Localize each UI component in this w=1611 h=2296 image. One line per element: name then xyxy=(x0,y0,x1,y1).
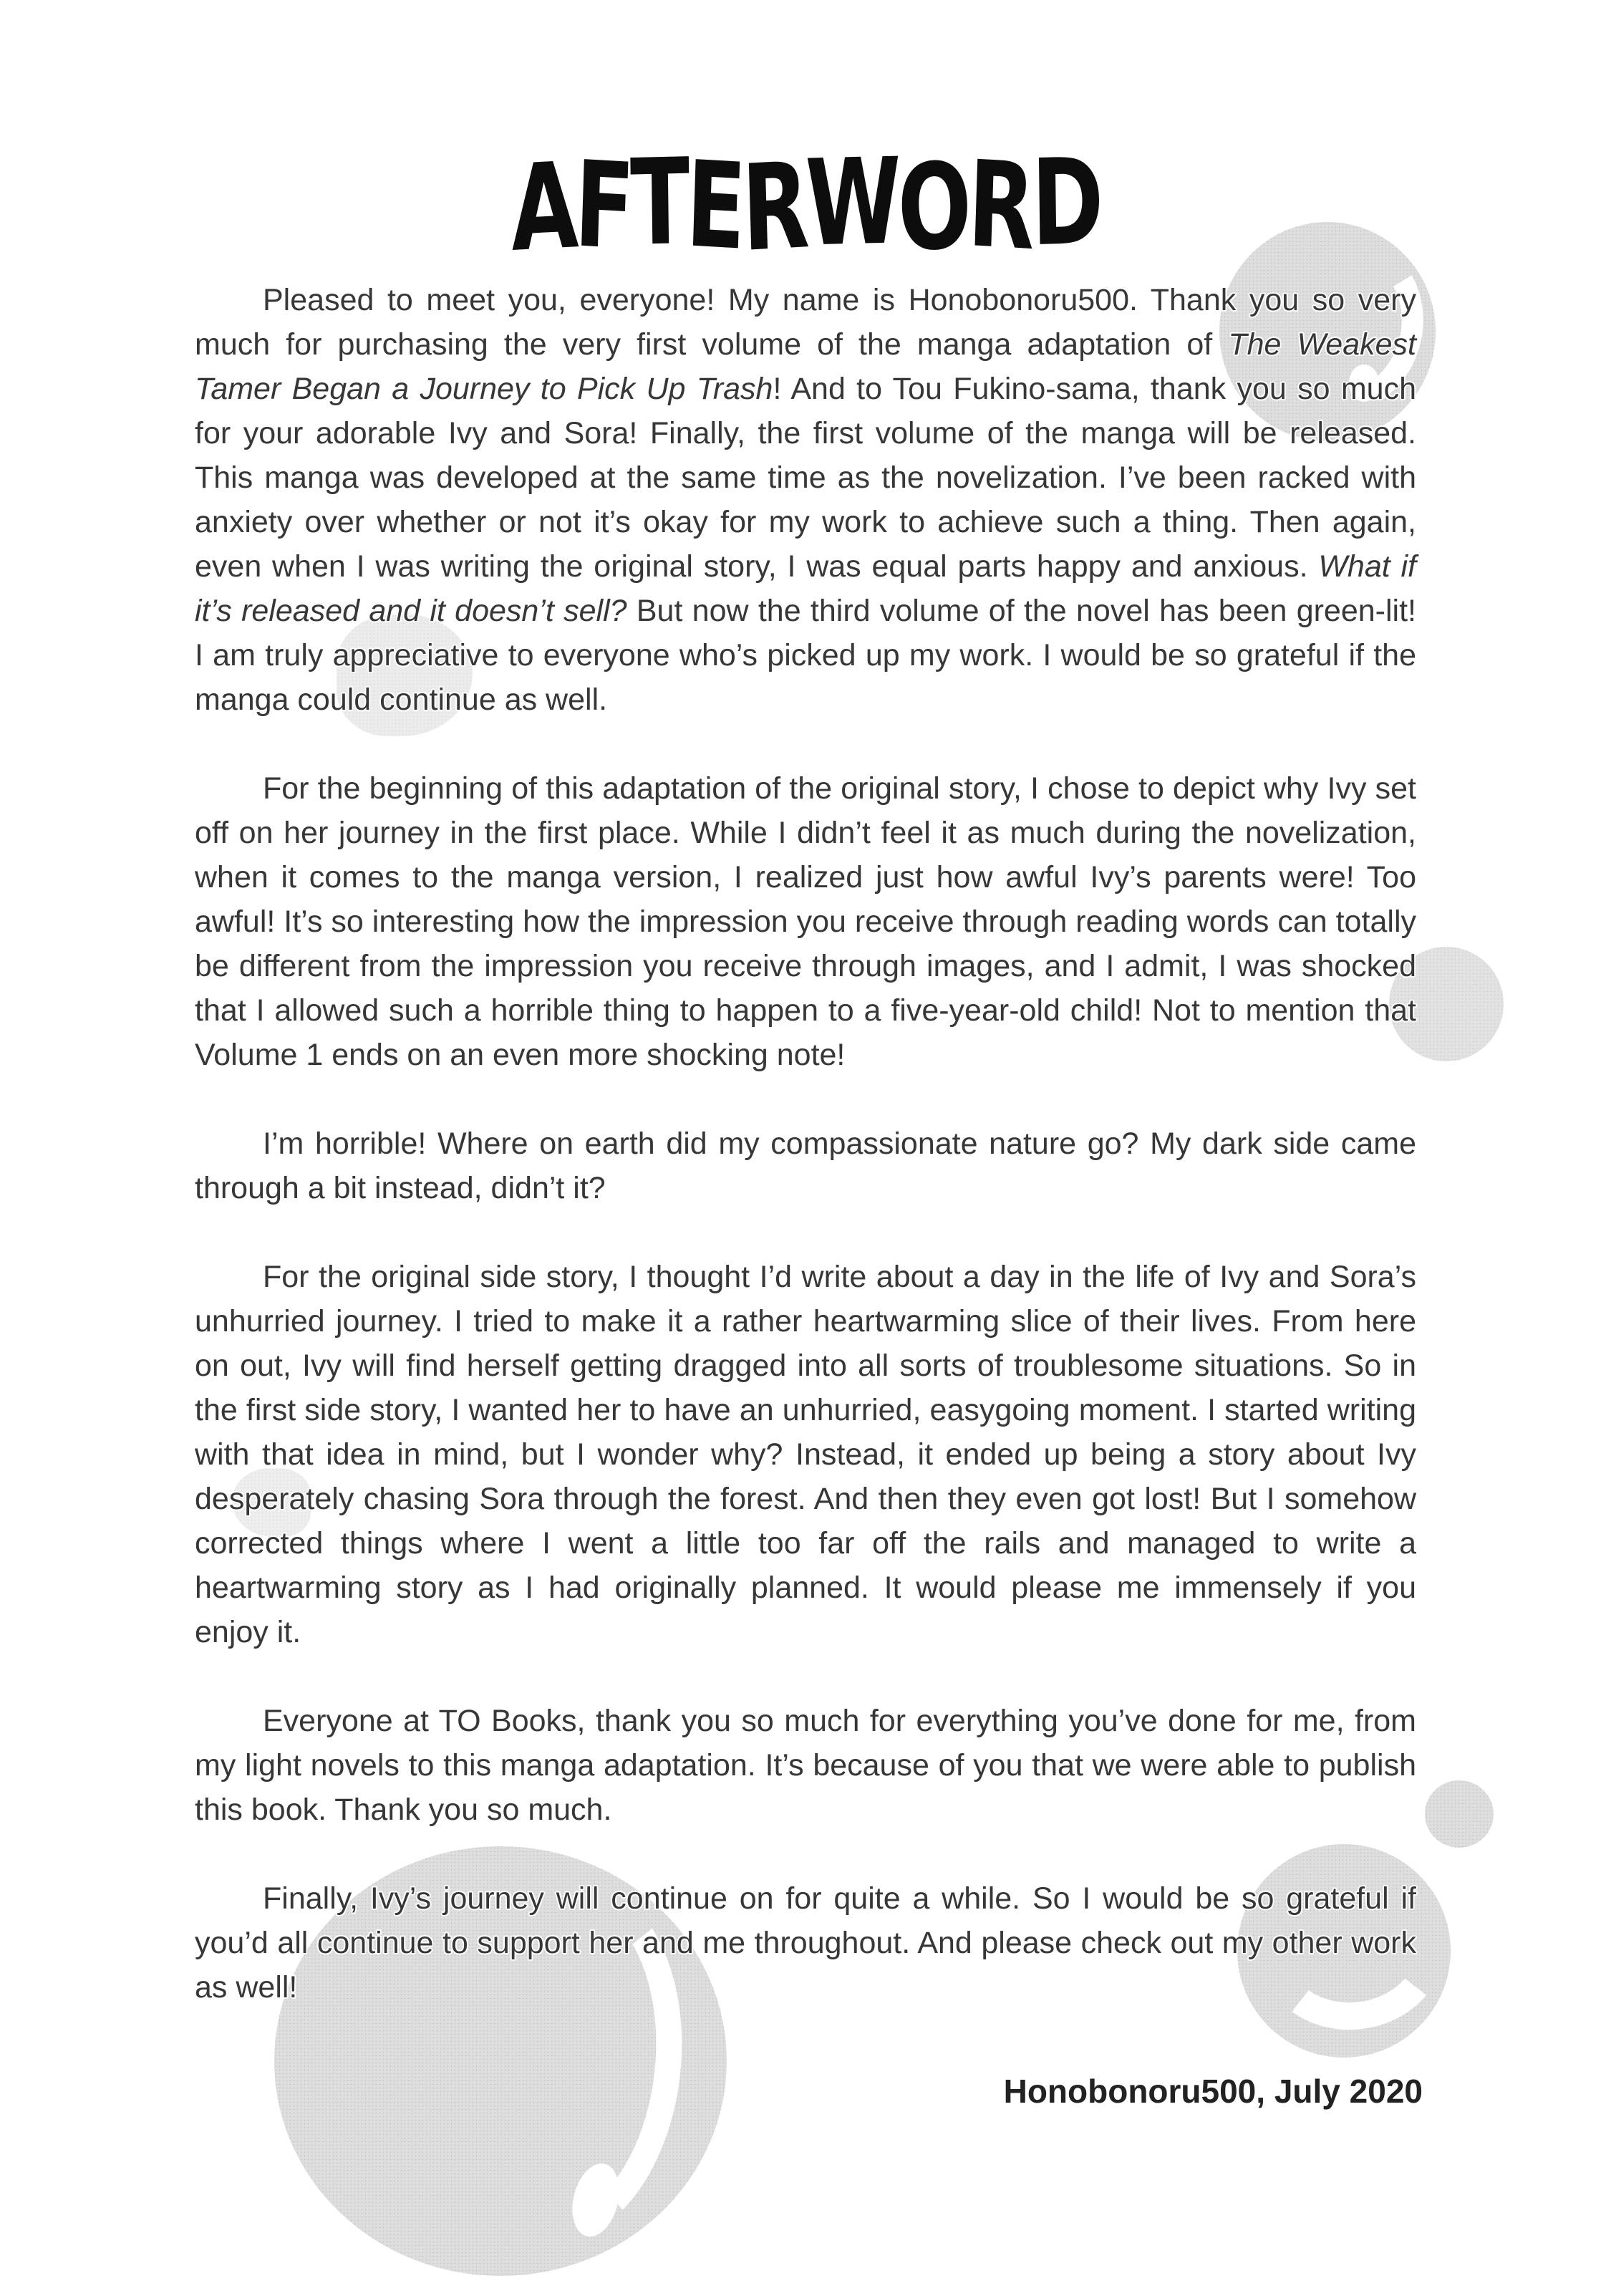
title-letter: E xyxy=(684,135,745,276)
italic-run: The Weakest Tamer Began a Journey to Pick Up Trash xyxy=(195,327,1416,406)
text-run: Finally, Ivy’s journey will continue on for quite a while. So I would be so grateful if you’d all continue to support her and me throughout. And please check out my other work as well! xyxy=(195,1881,1416,2005)
paragraph xyxy=(195,1876,1416,2010)
text-run: Everyone at TO Books, thank you so much for everything you’ve done for me, from my light novels to this manga adaptation. It’s because of you that we were able to publish this book. Thank you so much. xyxy=(195,1704,1416,1827)
sora-slime-watermark-small-circle xyxy=(1425,1780,1494,1848)
paragraph xyxy=(195,1255,1416,1654)
title-letter: W xyxy=(804,132,899,273)
text-run: I’m horrible! Where on earth did my compassionate nature go? My dark side came through a bit instead, didn’t it? xyxy=(195,1127,1416,1205)
paragraph xyxy=(195,1699,1416,1832)
title-letter: R xyxy=(740,137,808,279)
text-run: For the original side story, I thought I’d write about a day in the life of Ivy and Sora’s unhurried journey. I tried to make it a rather heartwarming slice of their lives. From here on out, Ivy will find herself getting dragged into all sorts of troublesome situations. So in the first side story, I wanted her to have an unhurried, easygoing moment. I started writing with that idea in mind, but I wonder why? Instead, it ended up being a story about Ivy desperately chasing Sora through the forest. And then they even got lost! But I somehow corrected things where I went a little too far off the rails and managed to write a heartwarming story as I had originally planned. It would please me immensely if you enjoy it. xyxy=(195,1260,1416,1649)
title-letter: A xyxy=(508,137,577,279)
body-paragraphs xyxy=(195,278,1416,2054)
paragraph xyxy=(195,1122,1416,1210)
paragraph xyxy=(195,766,1416,1077)
italic-run: What if it’s released and it doesn’t sell? xyxy=(195,549,1417,628)
text-run: But now the third volume of the novel has been green-lit! I am truly appreciative to everyone who’s picked up my work. I would be so grateful if the manga could continue as well. xyxy=(195,594,1416,717)
page-title xyxy=(145,132,1466,279)
title-letter: D xyxy=(1030,132,1101,273)
title-letter: F xyxy=(572,135,633,276)
author-signature: Honobonoru500, July 2020 xyxy=(1003,2073,1423,2110)
text-run: ! And to Tou Fukino-sama, thank you so much for your adorable Ivy and Sora! Finally, the first volume of the manga will be released. This manga was developed at the same time as the novelization. I’ve been racked with anxiety over whether or not it’s okay for my work to achieve such a thing. Then again, even when I was writing the original story, I was equal parts happy and anxious. xyxy=(195,372,1416,584)
text-run: For the beginning of this adaptation of the original story, I chose to depict why Ivy set off on her journey in the first place. While I didn’t feel it as much during the novelization, when it comes to the manga version, I realized just how awful Ivy’s parents were! Too awful! It’s so interesting how the impression you receive through reading words can totally be different from the impression you receive through images, and I admit, I was shocked that I allowed such a horrible thing to happen to a five-year-old child! Not to mention that Volume 1 ends on an even more shocking note! xyxy=(195,771,1416,1072)
title-letter: R xyxy=(966,135,1034,277)
text-run: Pleased to meet you, everyone! My name is Honobonoru500. Thank you so very much for purchasing the very first volume of the manga adaptation of xyxy=(195,283,1416,362)
paragraph xyxy=(195,278,1416,722)
title-letter: T xyxy=(629,132,687,273)
title-letter: O xyxy=(896,136,970,279)
